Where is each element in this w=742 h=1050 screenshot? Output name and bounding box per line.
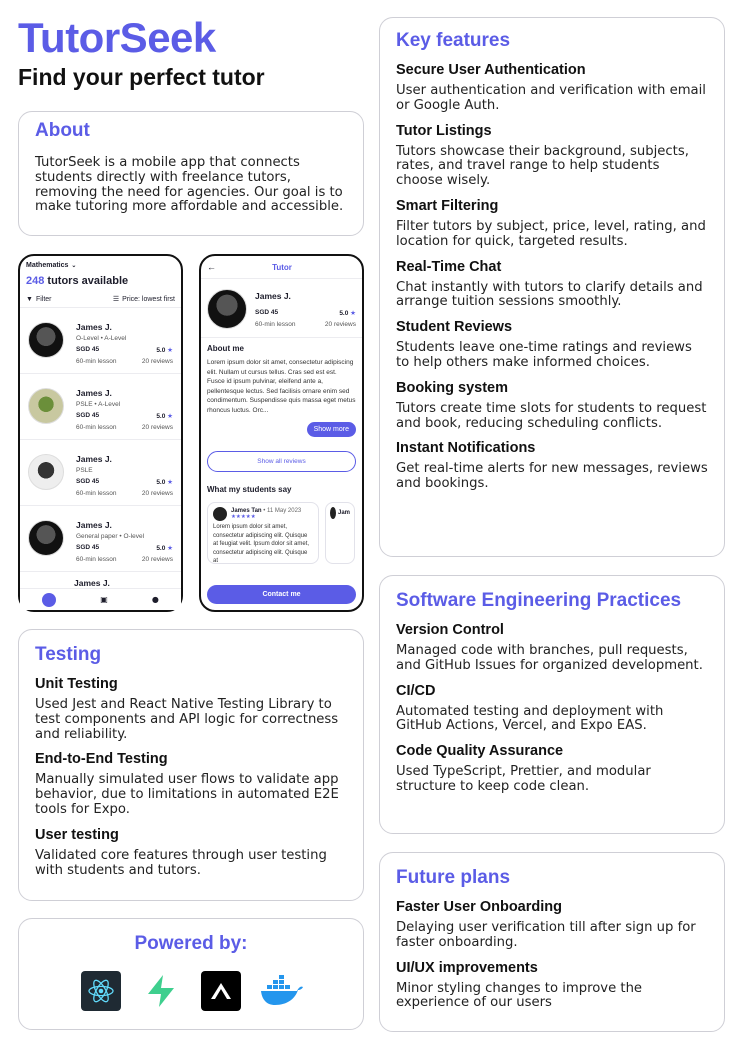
tutor-count-label: tutors available: [47, 275, 129, 287]
tutor-price: SGD 45: [255, 308, 279, 316]
back-arrow-icon[interactable]: ←: [207, 262, 216, 272]
filter-button[interactable]: [26, 296, 52, 303]
practices-card: [379, 575, 725, 834]
tutor-levels: General paper • O-level: [76, 533, 145, 540]
testing-heading: Unit Testing: [35, 676, 118, 692]
tutor-avatar: [28, 454, 64, 490]
tutor-rating: 5.0: [156, 347, 166, 354]
feature-body: Students leave one-time ratings and reviews to help others make informed choices.: [396, 340, 692, 370]
tutor-levels: PSLE • A-Level: [76, 401, 121, 408]
testing-body: Used Jest and React Native Testing Library to test components and API logic for correctness and reliability.: [35, 697, 339, 742]
about-title: About: [35, 120, 90, 141]
tutor-rating: 5.0: [156, 479, 166, 486]
tutor-list-item[interactable]: [20, 506, 181, 572]
expo-icon: [201, 971, 241, 1011]
tutor-list-item[interactable]: [20, 308, 181, 374]
tutor-list-item[interactable]: [20, 374, 181, 440]
contact-me-button[interactable]: Contact me: [207, 585, 356, 604]
review-card-partial: [325, 502, 355, 564]
feature-heading: Tutor Listings: [396, 122, 492, 139]
review-stars: ★★★★★: [231, 514, 256, 520]
features-title: Key features: [396, 30, 511, 51]
tutor-lesson: 60-min lesson: [76, 556, 117, 563]
tutor-rating: 5.0: [156, 413, 166, 420]
sort-button[interactable]: [113, 295, 175, 303]
star-icon: ★: [167, 479, 173, 486]
tutor-name: James J.: [76, 520, 112, 530]
tutor-rating: 5.0: [339, 309, 349, 317]
tutor-price: SGD 45: [76, 412, 100, 419]
tutor-reviews: 20 reviews: [141, 556, 173, 563]
about-body: TutorSeek is a mobile app that connects students directly with freelance tutors, removing the need for agencies. Our goal is to make tutoring more affordable and accessible.: [35, 155, 344, 215]
supabase-icon: [141, 971, 181, 1011]
sort-label: Price: lowest first: [122, 295, 175, 303]
about-card: [18, 111, 364, 236]
future-body: Minor styling changes to improve the experience of our users: [396, 980, 643, 1011]
tutor-lesson: 60-min lesson: [76, 424, 117, 431]
tutor-reviews: 20 reviews: [141, 490, 173, 497]
show-all-reviews-button[interactable]: Show all reviews: [207, 451, 356, 472]
tutor-levels: PSLE: [76, 467, 93, 474]
tutor-lesson: 60-min lesson: [76, 490, 117, 497]
phone-tutor-profile: [199, 254, 364, 612]
react-icon: [81, 971, 121, 1011]
sort-icon: ☰: [112, 296, 120, 303]
future-heading: UI/UX improvements: [396, 959, 538, 976]
feature-heading: Smart Filtering: [396, 197, 499, 214]
tutor-rating: 5.0: [156, 545, 166, 552]
practices-title: Software Engineering Practices: [396, 590, 682, 611]
tagline: Find your perfect tutor: [18, 64, 265, 90]
about-me-title: About me: [207, 344, 244, 353]
bottom-nav: [20, 588, 181, 610]
feature-heading: Secure User Authentication: [396, 62, 586, 78]
tutor-name: James J.: [255, 290, 291, 301]
feature-body: Tutors create time slots for students to request and book, reducing scheduling conflicts.: [396, 400, 707, 431]
tutor-reviews: 20 reviews: [324, 320, 356, 328]
feature-body: Get real-time alerts for new messages, reviews and bookings.: [396, 461, 708, 492]
testing-heading: End-to-End Testing: [35, 751, 168, 768]
tutor-count: 248: [26, 275, 45, 287]
review-card: [207, 502, 319, 564]
tutor-avatar: [28, 322, 64, 358]
feature-heading: Booking system: [396, 379, 508, 396]
reviewer-avatar: [213, 507, 227, 521]
future-title: Future plans: [396, 867, 511, 888]
tutor-levels: O-Level • A-Level: [76, 335, 127, 342]
practice-body: Used TypeScript, Prettier, and modular structure to keep code clean.: [396, 764, 651, 794]
tutor-name: James J.: [76, 454, 112, 464]
filter-icon: ▼: [26, 295, 33, 303]
key-features-card: [379, 17, 725, 557]
star-icon: ★: [167, 413, 173, 420]
feature-body: Tutors showcase their background, subjects, rates, and travel range to help students choose wisely.: [396, 143, 689, 189]
docker-icon: [261, 971, 301, 1011]
show-more-button[interactable]: Show more: [307, 422, 356, 437]
testing-card: [18, 629, 364, 901]
phone-tutor-list: [18, 254, 183, 612]
tutor-name-partial: James J.: [74, 578, 110, 588]
feature-heading: Instant Notifications: [396, 440, 536, 457]
feature-heading: Student Reviews: [396, 319, 513, 336]
tutor-avatar: [28, 388, 64, 424]
review-body: Lorem ipsum dolor sit amet, consectetur adipiscing elit. Quisque at feugiat velit. Ipsum dolor sit amet, consectetur adipiscing elit. Quisque at: [213, 524, 310, 564]
practice-heading: Version Control: [396, 622, 504, 638]
tutor-lesson: 60-min lesson: [76, 358, 117, 365]
tutor-list-item[interactable]: [20, 440, 181, 506]
tutor-lesson: 60-min lesson: [255, 320, 296, 328]
tutor-name: James J.: [76, 322, 112, 332]
home-icon[interactable]: [42, 593, 56, 607]
testing-body: Manually simulated user flows to validate app behavior, due to limitations in automated E2E tools for Expo.: [35, 772, 339, 817]
future-plans-card: [379, 852, 725, 1032]
screen-title: Tutor: [272, 262, 292, 272]
testing-title: Testing: [35, 644, 102, 665]
feature-body: User authentication and verification with email or Google Auth.: [396, 83, 706, 113]
tutor-reviews: 20 reviews: [141, 424, 173, 431]
star-icon: ★: [350, 309, 356, 317]
chat-icon[interactable]: ▣: [100, 595, 108, 604]
brand-title: TutorSeek: [18, 14, 216, 61]
testing-heading: User testing: [35, 826, 119, 843]
star-icon: ★: [167, 545, 173, 552]
students-say-title: What my students say: [207, 485, 292, 494]
tutor-price: SGD 45: [76, 544, 100, 551]
subject-select[interactable]: Mathematics: [26, 262, 69, 269]
profile-icon[interactable]: ●: [151, 595, 159, 604]
feature-body: Filter tutors by subject, price, level, rating, and location for quick, targeted results.: [396, 218, 706, 249]
about-me-body: Lorem ipsum dolor sit amet, consectetur adipiscing elit. Nullam ut cursus tellus. Cras sed est est. Fusce id ipsum pulvinar, eleifend ante a, pellentesque lectus. Sed facilisis ornare enim sed condimentum. Suspendisse quis massa eget metus rhoncus luctus. Orc...: [207, 359, 356, 414]
practice-body: Automated testing and deployment with GitHub Actions, Vercel, and Expo EAS.: [396, 703, 664, 734]
tutor-name: James J.: [76, 388, 112, 398]
tutor-avatar: [28, 520, 64, 556]
star-icon: ★: [167, 347, 173, 354]
tutor-price: SGD 45: [76, 478, 100, 485]
reviewer-name: James Tan: [231, 508, 262, 514]
review-date: • 11 May 2023: [263, 508, 302, 514]
filter-label: Filter: [35, 295, 52, 303]
feature-heading: Real-Time Chat: [396, 258, 502, 275]
feature-body: Chat instantly with tutors to clarify details and arrange tuition sessions smoothly.: [396, 279, 703, 310]
future-heading: Faster User Onboarding: [396, 899, 562, 915]
testing-body: Validated core features through user testing with students and tutors.: [35, 847, 327, 878]
chevron-down-icon: ⌄: [71, 263, 77, 269]
tutor-reviews: 20 reviews: [141, 358, 173, 365]
tutor-price: SGD 45: [76, 346, 100, 353]
practice-heading: Code Quality Assurance: [396, 743, 564, 760]
powered-by-card: [18, 918, 364, 1030]
tutor-avatar: [207, 289, 247, 329]
future-body: Delaying user verification till after sign up for faster onboarding.: [396, 920, 696, 950]
powered-by-title: Powered by:: [134, 933, 248, 954]
reviewer-name-partial: Jam: [337, 510, 350, 516]
practice-heading: CI/CD: [396, 682, 436, 699]
reviewer-avatar: [330, 507, 336, 519]
practice-body: Managed code with branches, pull requests, and GitHub Issues for organized development.: [396, 643, 703, 673]
